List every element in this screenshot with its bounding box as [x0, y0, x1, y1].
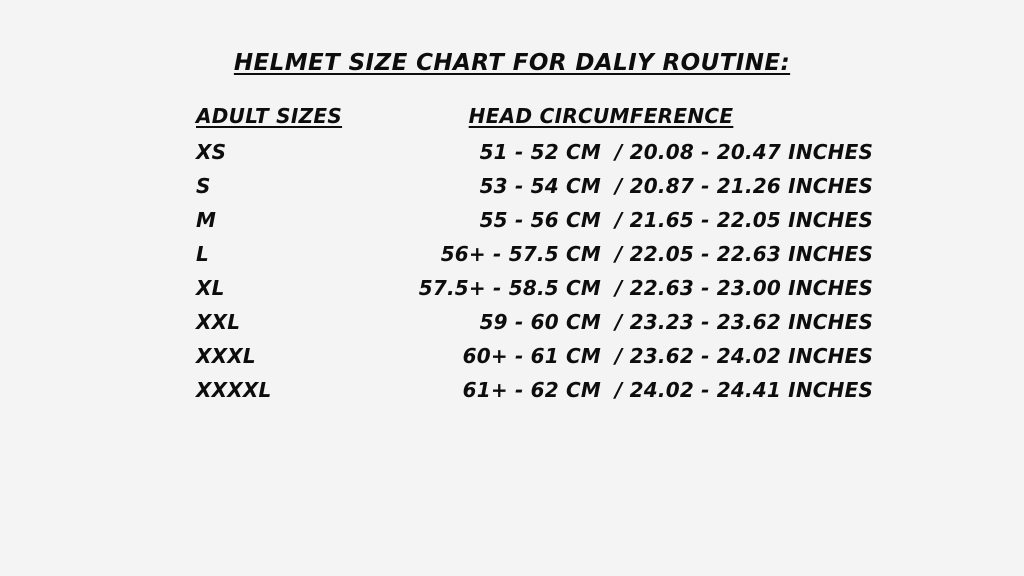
cell-inches: / 20.08 - 20.47 INCHES [615, 140, 874, 164]
table-row [196, 276, 874, 310]
cell-cm: 53 - 54 CM [479, 174, 601, 198]
cell-size: M [196, 208, 217, 232]
cell-inches: / 22.63 - 23.00 INCHES [615, 276, 874, 300]
cell-size: L [196, 242, 209, 266]
cell-size: S [196, 174, 211, 198]
table-row [196, 174, 874, 208]
cell-size: XS [196, 140, 227, 164]
cell-cm: 57.5+ - 58.5 CM [418, 276, 601, 300]
table-row [196, 208, 874, 242]
cell-cm: 51 - 52 CM [479, 140, 601, 164]
table-row [196, 242, 874, 276]
cell-size: XXXL [196, 344, 256, 368]
cell-inches: / 24.02 - 24.41 INCHES [615, 378, 874, 402]
cell-cm: 55 - 56 CM [479, 208, 601, 232]
cell-inches: / 23.23 - 23.62 INCHES [615, 310, 874, 334]
column-header-head-circumference: HEAD CIRCUMFERENCE [468, 104, 734, 128]
cell-cm: 59 - 60 CM [479, 310, 601, 334]
page-title: HELMET SIZE CHART FOR DALIY ROUTINE: [233, 50, 791, 76]
cell-inches: / 20.87 - 21.26 INCHES [615, 174, 874, 198]
cell-cm: 56+ - 57.5 CM [440, 242, 601, 266]
cell-cm: 60+ - 61 CM [462, 344, 601, 368]
cell-size: XXL [196, 310, 241, 334]
cell-inches: / 23.62 - 24.02 INCHES [615, 344, 874, 368]
size-chart-table [196, 104, 874, 412]
column-header-head-circumference-wrap [396, 104, 836, 128]
cell-size: XXXXL [196, 378, 272, 402]
table-row [196, 344, 874, 378]
column-header-adult-sizes: ADULT SIZES [196, 104, 343, 128]
cell-size: XL [196, 276, 225, 300]
column-header-adult-sizes-wrap [196, 104, 396, 128]
table-header-row [196, 104, 836, 128]
table-row [196, 378, 874, 412]
cell-inches: / 21.65 - 22.05 INCHES [615, 208, 874, 232]
table-row [196, 140, 874, 174]
cell-cm: 61+ - 62 CM [462, 378, 601, 402]
table-row [196, 310, 874, 344]
cell-inches: / 22.05 - 22.63 INCHES [615, 242, 874, 266]
